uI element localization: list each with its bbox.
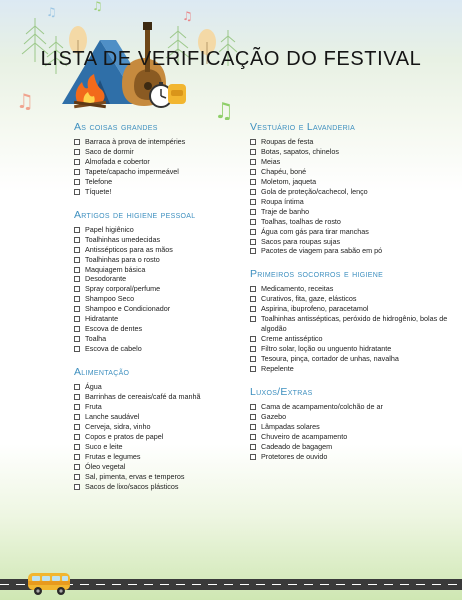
checklist-item	[74, 314, 264, 324]
checklist-item-label: Shampoo e Condicionador	[85, 304, 171, 314]
checklist-item	[74, 452, 264, 462]
checkbox[interactable]	[74, 464, 80, 470]
checklist-item-label: Toalhinhas antissépticas, peróxido de hidrogênio, bolas de algodão	[261, 314, 448, 334]
checklist-item	[250, 432, 450, 442]
checklist-item	[250, 334, 450, 344]
checklist-item	[74, 422, 264, 432]
checklist-item	[250, 227, 450, 237]
checklist-item	[250, 452, 450, 462]
checkbox[interactable]	[250, 209, 256, 215]
checkbox[interactable]	[74, 346, 80, 352]
checkbox[interactable]	[74, 414, 80, 420]
checklist-item-label: Desodorante	[85, 274, 127, 284]
checklist	[250, 137, 450, 256]
checklist-item	[74, 255, 264, 265]
checkbox[interactable]	[74, 336, 80, 342]
checklist-item	[250, 402, 450, 412]
checkbox[interactable]	[250, 414, 256, 420]
van-icon	[27, 570, 73, 596]
checklist-item	[74, 284, 264, 294]
checklist-item	[74, 304, 264, 314]
checklist-item	[250, 294, 450, 304]
checklist-item-label: Barraca à prova de intempéries	[85, 137, 186, 146]
checklist-item-label: Gola de proteção/cachecol, lenço	[261, 186, 368, 196]
checklist-item-label: Traje de banho	[261, 206, 310, 216]
checkbox[interactable]	[74, 394, 80, 400]
checkbox[interactable]	[250, 404, 256, 410]
checklist-item-label: Tapete/capacho impermeável	[85, 166, 179, 176]
checkbox[interactable]	[250, 336, 256, 342]
section-heading: Primeiros socorros e higiene	[250, 268, 384, 281]
checkbox[interactable]	[74, 237, 80, 243]
right-column	[250, 121, 450, 474]
checklist-item	[74, 274, 264, 284]
checkbox[interactable]	[74, 267, 80, 273]
checklist-item	[74, 157, 264, 167]
checklist-item	[250, 422, 450, 432]
checklist-item	[74, 294, 264, 304]
checklist-item-label: Botas, sapatos, chinelos	[261, 146, 339, 156]
checklist-item	[250, 442, 450, 452]
checklist-item-label: Shampoo Seco	[85, 294, 135, 304]
checklist-item-label: Tíquete!	[85, 186, 112, 196]
checkbox[interactable]	[74, 296, 80, 302]
checklist-item	[74, 324, 264, 334]
checklist-item	[250, 304, 450, 314]
checkbox[interactable]	[250, 296, 256, 302]
checklist-item-label: Curativos, fita, gaze, elásticos	[261, 294, 357, 304]
checkbox[interactable]	[74, 257, 80, 263]
checkbox[interactable]	[250, 306, 256, 312]
music-note-icon: ♫	[16, 89, 34, 113]
checklist-item-label: Barrinhas de cereais/café da manhã	[85, 392, 201, 402]
checkbox[interactable]	[250, 434, 256, 440]
checklist-item	[250, 217, 450, 227]
checklist-item-label: Cerveja, sidra, vinho	[85, 421, 151, 431]
checklist-item	[250, 147, 450, 157]
checkbox[interactable]	[74, 306, 80, 312]
checklist-item	[74, 412, 264, 422]
checklist-item	[74, 462, 264, 472]
checklist-item	[250, 237, 450, 247]
checklist-item-label: Meias	[261, 156, 281, 166]
checkbox[interactable]	[74, 404, 80, 410]
checklist	[74, 382, 264, 491]
checkbox[interactable]	[74, 227, 80, 233]
checkbox[interactable]	[250, 316, 256, 322]
checklist-item-label: Chapéu, boné	[261, 166, 307, 176]
checkbox[interactable]	[250, 169, 256, 175]
checklist-item	[250, 344, 450, 354]
checkbox[interactable]	[250, 239, 256, 245]
checklist-item-label: Maquiagem básica	[85, 264, 146, 274]
checklist	[250, 284, 450, 374]
section-luxos-extras	[250, 386, 450, 462]
checklist-item-label: Pacotes de viagem para sabão em pó	[261, 246, 383, 256]
checklist-item	[74, 225, 264, 235]
section-alimentacao	[74, 366, 264, 491]
checkbox[interactable]	[74, 159, 80, 165]
checkbox[interactable]	[250, 424, 256, 430]
checkbox[interactable]	[250, 444, 256, 450]
checklist-item-label: Sacos de lixo/sacos plásticos	[85, 481, 179, 491]
checklist-item	[74, 392, 264, 402]
checkbox[interactable]	[74, 434, 80, 440]
checklist-item-label: Toalhinhas umedecidas	[85, 234, 161, 244]
checkbox[interactable]	[74, 189, 80, 195]
checklist-item	[250, 137, 450, 147]
checklist-item	[74, 245, 264, 255]
checklist-item-label: Lâmpadas solares	[261, 421, 320, 431]
checklist-item-label: Cadeado de bagagem	[261, 441, 333, 451]
checklist-item-label: Hidratante	[85, 314, 119, 324]
page-title: LISTA DE VERIFICAÇÃO DO FESTIVAL	[40, 48, 422, 70]
checkbox[interactable]	[250, 229, 256, 235]
music-note-icon: ♫	[214, 99, 234, 120]
checklist-item-label: Gazebo	[261, 411, 287, 421]
checkbox[interactable]	[74, 286, 80, 292]
section-heading: Vestuário e Lavanderia	[250, 121, 356, 133]
checklist-item-label: Moletom, jaqueta	[261, 176, 317, 186]
checklist-item-label: Cama de acampamento/colchão de ar	[261, 402, 383, 412]
checklist-item	[250, 246, 450, 256]
checklist-item-label: Almofada e cobertor	[85, 156, 150, 166]
checklist-item	[250, 177, 450, 187]
checklist-item	[250, 412, 450, 422]
checklist-item	[250, 284, 450, 294]
music-note-icon: ♫	[182, 9, 193, 23]
section-as-coisas-grandes	[74, 121, 264, 197]
checkbox[interactable]	[250, 366, 256, 372]
checklist	[74, 137, 264, 197]
checkbox[interactable]	[250, 149, 256, 155]
checklist-item-label: Lanche saudável	[85, 411, 140, 421]
checklist-item-label: Tesoura, pinça, cortador de unhas, navalha	[261, 354, 399, 364]
checklist-item	[250, 157, 450, 167]
checklist-item-label: Toalhas, toalhas de rosto	[261, 216, 341, 226]
checklist-item-label: Roupa íntima	[261, 196, 304, 206]
checkbox[interactable]	[74, 276, 80, 282]
checkbox[interactable]	[250, 286, 256, 292]
checklist-item-label: Água com gás para tirar manchas	[261, 226, 369, 236]
checkbox[interactable]	[74, 149, 80, 155]
checklist-item	[74, 265, 264, 275]
checklist-item-label: Toalha	[85, 334, 107, 344]
checklist-item-label: Antissépticos para as mãos	[85, 244, 173, 254]
checklist-item	[74, 344, 264, 354]
checklist-item-label: Papel higiênico	[85, 224, 134, 234]
checklist-item-label: Chuveiro de acampamento	[261, 431, 348, 441]
checklist-item	[74, 334, 264, 344]
checkbox[interactable]	[74, 474, 80, 480]
backpack-icon	[168, 84, 186, 104]
music-note-icon: ♫	[46, 5, 57, 19]
checklist-item	[74, 167, 264, 177]
checkbox[interactable]	[74, 484, 80, 490]
checkbox[interactable]	[250, 179, 256, 185]
checklist-item	[74, 482, 264, 492]
checklist-item	[250, 167, 450, 177]
checklist-item-label: Fruta	[85, 402, 102, 412]
checkbox[interactable]	[74, 424, 80, 430]
checklist-item-label: Copos e pratos de papel	[85, 431, 164, 441]
checklist-item-label: Sal, pimenta, ervas e temperos	[85, 471, 185, 481]
checklist	[250, 402, 450, 462]
checklist-item	[74, 187, 264, 197]
checkbox[interactable]	[250, 219, 256, 225]
checklist-item-label: Medicamento, receitas	[261, 284, 334, 294]
section-heading: Artigos de higiene pessoal	[74, 208, 196, 221]
checkbox[interactable]	[74, 454, 80, 460]
checklist-item-label: Óleo vegetal	[85, 461, 126, 471]
checklist-item	[74, 177, 264, 187]
checkbox[interactable]	[250, 346, 256, 352]
checkbox[interactable]	[74, 179, 80, 185]
checkbox[interactable]	[250, 356, 256, 362]
checklist	[74, 225, 264, 354]
checkbox[interactable]	[74, 316, 80, 322]
checklist-item	[74, 402, 264, 412]
checkbox[interactable]	[250, 189, 256, 195]
checklist-item-label: Frutas e legumes	[85, 451, 141, 461]
checklist-item-label: Roupas de festa	[261, 137, 314, 146]
section-heading: As coisas grandes	[74, 121, 158, 133]
checkbox[interactable]	[74, 169, 80, 175]
checkbox[interactable]	[250, 248, 256, 254]
checklist-item	[250, 187, 450, 197]
checkbox[interactable]	[74, 444, 80, 450]
section-artigos-de-higiene-pessoal	[74, 209, 264, 354]
checkbox[interactable]	[250, 159, 256, 165]
left-column	[74, 121, 264, 504]
checklist-item	[74, 472, 264, 482]
checklist-item	[250, 354, 450, 364]
music-note-icon: ♫	[92, 0, 103, 13]
checklist-item-label: Spray corporal/perfume	[85, 284, 161, 294]
checklist-item	[74, 235, 264, 245]
checklist-item-label: Escova de cabelo	[85, 344, 142, 354]
section-primeiros-socorros-e-higiene	[250, 268, 450, 374]
checklist-item-label: Filtro solar, loção ou unguento hidratante	[261, 344, 392, 354]
checkbox[interactable]	[250, 199, 256, 205]
checklist-item	[250, 364, 450, 374]
checkbox[interactable]	[74, 326, 80, 332]
section-heading: Luxos/Extras	[250, 386, 313, 399]
checkbox[interactable]	[74, 384, 80, 390]
checklist-item	[74, 442, 264, 452]
checklist-item	[74, 147, 264, 157]
checkbox[interactable]	[74, 139, 80, 145]
checkbox[interactable]	[250, 454, 256, 460]
checklist-item-label: Sacos para roupas sujas	[261, 236, 341, 246]
checklist-item-label: Escova de dentes	[85, 324, 143, 334]
checklist-item-label: Telefone	[85, 176, 113, 186]
checklist-item	[250, 314, 450, 334]
section-heading: Alimentação	[74, 366, 130, 379]
checklist-item	[74, 432, 264, 442]
checklist-item	[250, 207, 450, 217]
checklist-item-label: Protetores de ouvido	[261, 451, 328, 461]
checkbox[interactable]	[250, 139, 256, 145]
checklist-item-label: Saco de dormir	[85, 146, 134, 156]
checklist-item-label: Aspirina, ibuprofeno, paracetamol	[261, 304, 369, 314]
checklist-item	[74, 137, 264, 147]
checklist-item-label: Toalhinhas para o rosto	[85, 254, 160, 264]
section-vestuario-e-lavanderia	[250, 121, 450, 256]
checklist-item	[74, 382, 264, 392]
checkbox[interactable]	[74, 247, 80, 253]
checklist-item-label: Repelente	[261, 364, 294, 374]
checklist-item	[250, 197, 450, 207]
checklist-item-label: Creme antisséptico	[261, 334, 323, 344]
checklist-item-label: Água	[85, 382, 102, 392]
checklist-item-label: Suco e leite	[85, 441, 123, 451]
